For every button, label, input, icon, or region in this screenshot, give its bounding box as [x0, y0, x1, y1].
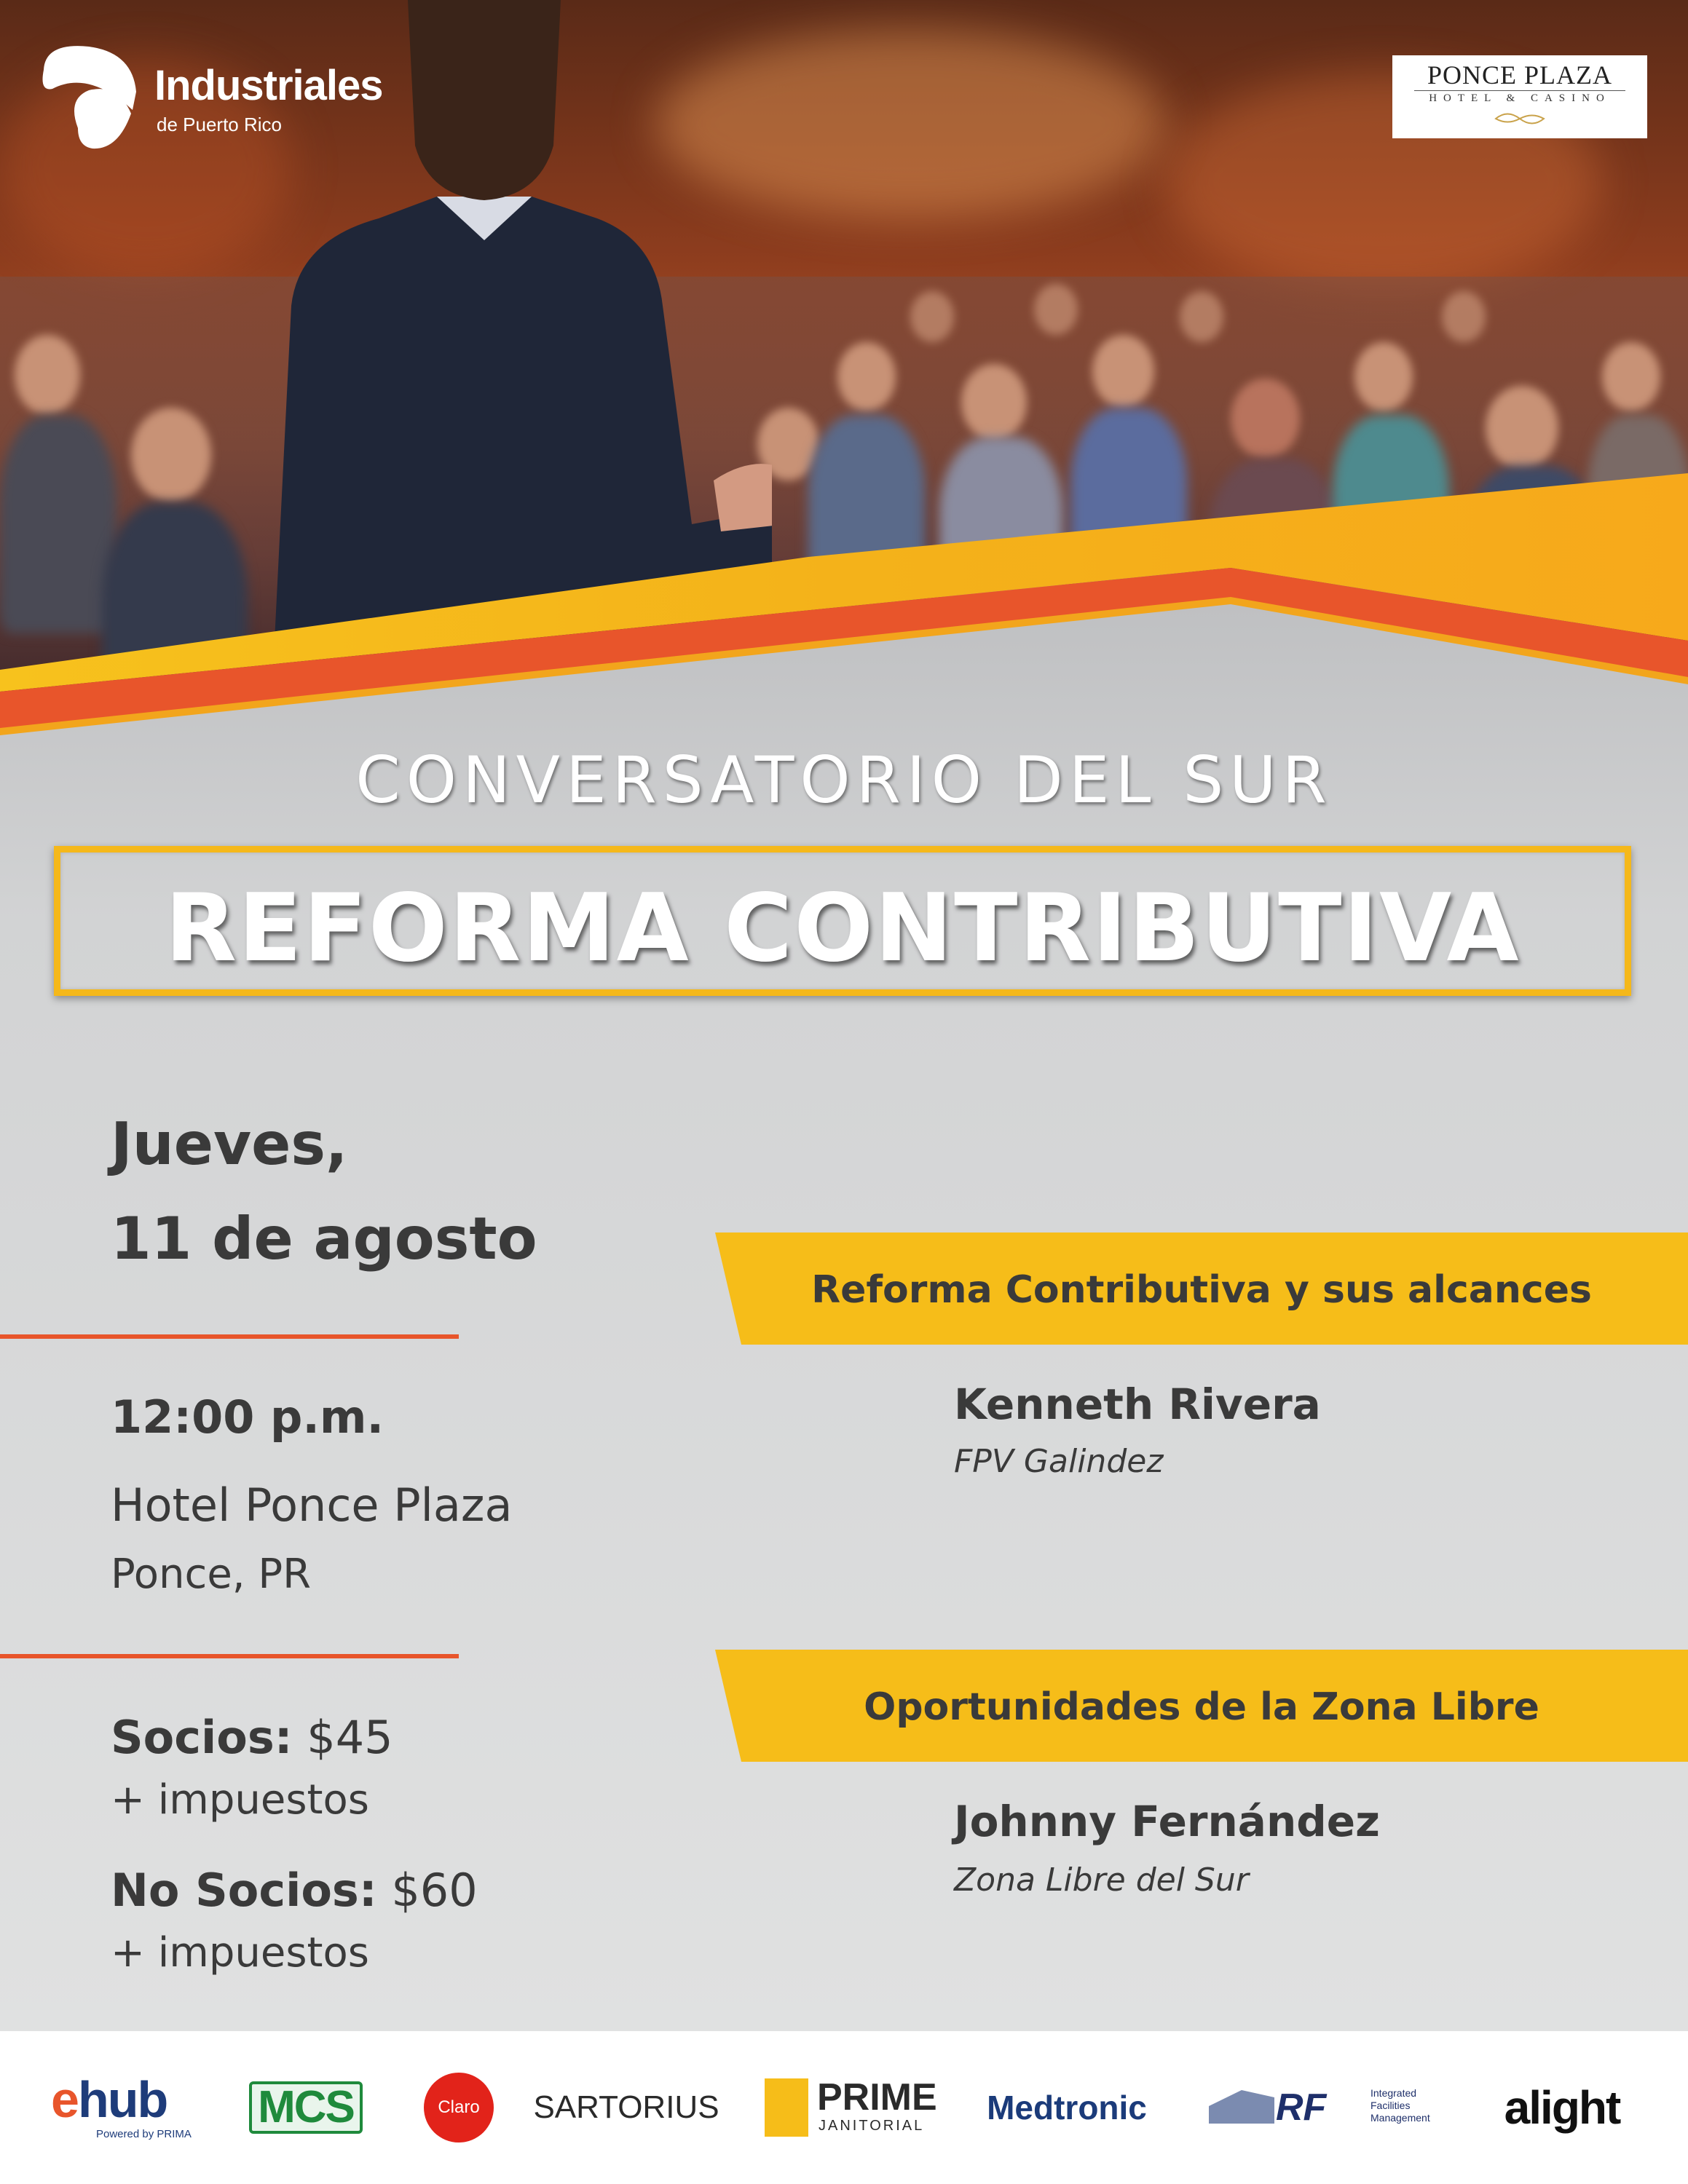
event-day: Jueves,: [111, 1110, 348, 1178]
prime-icon: [765, 2078, 808, 2137]
ponce-plaza-sub: HOTEL & CASINO: [1429, 92, 1611, 104]
ehub-e: e: [51, 2071, 78, 2128]
sponsor-prime-janitorial[interactable]: [765, 2031, 937, 2184]
prime-sub: JANITORIAL: [819, 2118, 925, 2134]
topic-1: Reforma Contributiva y sus alcances: [811, 1268, 1592, 1312]
sponsor-rf[interactable]: [1209, 2031, 1442, 2184]
rf-wordmark: RF: [1276, 2086, 1327, 2129]
members-price: $45: [307, 1711, 393, 1764]
nonmembers-label: No Socios:: [111, 1864, 377, 1917]
ponce-plaza-name: PONCE PLAZA: [1427, 60, 1613, 90]
sponsor-medtronic[interactable]: [976, 2031, 1158, 2184]
rf-sub-1: Integrated: [1370, 2087, 1417, 2099]
speaker-2-name: Johnny Fernández: [954, 1797, 1380, 1846]
nonmembers-price-line: [111, 1864, 478, 1917]
event-series: CONVERSATORIO DEL SUR: [355, 743, 1333, 818]
sponsor-alight[interactable]: [1486, 2031, 1638, 2184]
ponce-plaza-ornament-icon: [1494, 109, 1545, 128]
title-frame: [54, 846, 1631, 996]
medtronic-wordmark: Medtronic: [987, 2089, 1147, 2126]
members-price-line: [111, 1711, 393, 1764]
sponsor-claro[interactable]: [419, 2031, 499, 2184]
event-city: Ponce, PR: [111, 1551, 312, 1598]
speaker-1-org: FPV Galindez: [954, 1443, 1164, 1480]
divider-2: [0, 1654, 459, 1658]
rf-sub-2: Facilities: [1370, 2100, 1411, 2111]
sponsor-mcs[interactable]: [240, 2031, 371, 2184]
rf-sub-3: Management: [1370, 2112, 1430, 2124]
topic-2: Oportunidades de la Zona Libre: [864, 1685, 1539, 1729]
ponce-plaza-logo[interactable]: [1392, 55, 1647, 138]
sponsor-ehub[interactable]: [51, 2031, 197, 2184]
event-title: REFORMA CONTRIBUTIVA: [165, 874, 1521, 983]
prime-name: PRIME: [817, 2076, 937, 2118]
rf-building-icon: [1209, 2090, 1274, 2126]
sponsor-bar: [0, 2031, 1688, 2184]
industriales-butterfly-icon: [38, 41, 147, 150]
event-venue: Hotel Ponce Plaza: [111, 1479, 513, 1532]
event-time: 12:00 p.m.: [111, 1390, 384, 1444]
ehub-sub: Powered by PRIMA: [96, 2128, 192, 2140]
members-tax: + impuestos: [111, 1776, 369, 1824]
speaker-1-name: Kenneth Rivera: [954, 1380, 1321, 1429]
nonmembers-tax: + impuestos: [111, 1929, 369, 1977]
sponsor-sartorius[interactable]: [533, 2031, 719, 2184]
claro-wordmark: Claro: [424, 2073, 494, 2143]
industriales-sub: de Puerto Rico: [157, 114, 282, 135]
ehub-hub: hub: [77, 2071, 167, 2128]
sartorius-wordmark: SARTORIUS: [533, 2089, 719, 2125]
nonmembers-price: $60: [391, 1864, 478, 1917]
industriales-logo[interactable]: [38, 41, 417, 157]
industriales-name: Industriales: [154, 62, 383, 109]
event-date: 11 de agosto: [111, 1205, 537, 1273]
divider-1: [0, 1334, 459, 1339]
alight-wordmark: alight: [1504, 2081, 1620, 2134]
mcs-wordmark: MCS: [249, 2081, 363, 2134]
speaker-2-org: Zona Libre del Sur: [954, 1861, 1249, 1899]
members-label: Socios:: [111, 1711, 293, 1764]
